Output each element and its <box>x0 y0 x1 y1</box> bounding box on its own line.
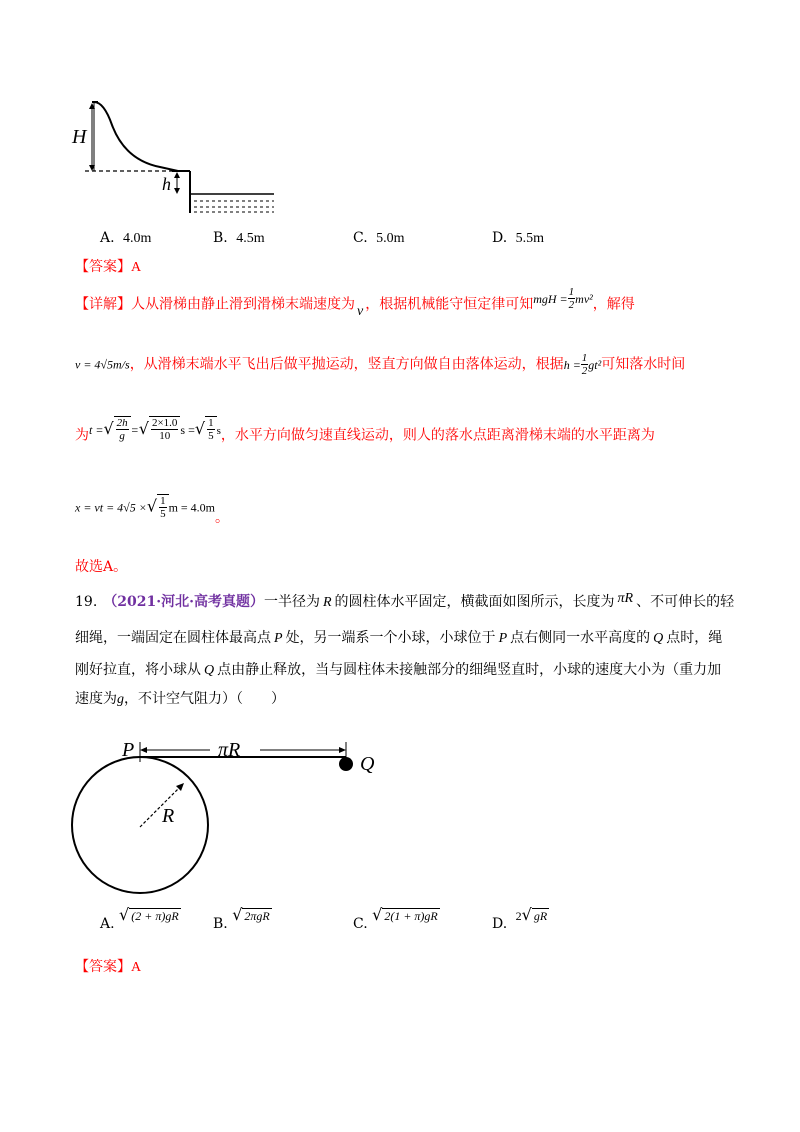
question-text: 一半径为 <box>263 594 320 610</box>
option-value: 5.5m <box>515 231 545 246</box>
var-Q: Q <box>653 631 664 646</box>
eq-rhs: mv² <box>575 291 593 306</box>
eq-unit: s = <box>180 422 195 437</box>
answer-tag: 【答案】 <box>75 959 131 975</box>
var-g: g <box>117 692 124 707</box>
option-letter: C. <box>353 230 368 246</box>
detail-text: ，从滑梯末端水平飞出后做平抛运动，竖直方向做自由落体运动，根据 <box>129 356 564 373</box>
label-H: H <box>72 126 87 148</box>
frac-num: 2h <box>116 417 128 429</box>
var-piR: πR <box>617 591 634 606</box>
option-letter: C. <box>353 916 368 932</box>
fraction <box>151 417 178 442</box>
var-R: R <box>322 595 332 610</box>
fall-equation <box>563 352 602 377</box>
velocity-result: v = 4√5m/s <box>75 357 130 372</box>
frac-num: 2×1.0 <box>151 417 178 429</box>
period: 。 <box>215 509 230 526</box>
question-text: 点时，绳 <box>666 630 723 646</box>
fraction <box>116 417 129 442</box>
q18-option-b <box>213 230 265 247</box>
frac-num: 1 <box>208 417 214 429</box>
question-text: 点右侧同一水平高度的 <box>510 630 651 646</box>
detail-text: 为 <box>75 427 89 444</box>
var-P: P <box>498 631 508 646</box>
eq-mid: = <box>130 422 139 437</box>
question-text: 点由静止释放，当与圆柱体未接触部分的细绳竖直时，小球的速度大小为（重力加 <box>217 662 722 678</box>
option-letter: B. <box>213 916 228 932</box>
detail-text: 可知落水时间 <box>601 356 686 373</box>
q19-option-b: B. √ 2πgR <box>213 905 270 932</box>
detail-text: 人从滑梯由静止滑到滑梯末端速度为 <box>131 296 355 313</box>
option-value: 2πgR <box>244 909 270 923</box>
q19-option-d: D. 2√ gR <box>492 905 548 932</box>
frac-den: 2 <box>568 299 575 311</box>
option-value: 2(1 + π)gR <box>384 909 438 923</box>
q18-option-d <box>492 230 544 247</box>
q19-line-4 <box>75 689 285 710</box>
question-source: （2021·河北·高考真题） <box>103 594 264 610</box>
option-value: 5.0m <box>376 231 405 246</box>
frac-num: 1 <box>581 352 588 364</box>
label-Q: Q <box>360 753 375 775</box>
question-text: 处，另一端系一个小球，小球位于 <box>285 630 496 646</box>
cylinder-diagram <box>60 730 390 900</box>
detail-tag: 【详解】 <box>75 296 131 313</box>
q18-option-c <box>353 230 405 247</box>
frac-den: 5 <box>160 508 166 520</box>
answer-tag: 【答案】 <box>75 259 131 275</box>
eq-lhs: h = <box>563 357 581 372</box>
q18-option-a <box>100 230 151 247</box>
var-v: v <box>357 303 364 319</box>
eq-rhs: m = 4.0m <box>168 500 216 515</box>
q19-line-3 <box>75 660 721 681</box>
option-letter: A. <box>100 230 115 246</box>
detail-line-1 <box>75 286 635 319</box>
question-text: 刚好拉直，将小球从 <box>75 662 201 678</box>
frac-den: g <box>119 430 125 442</box>
question-text: ，不计空气阻力）（ ） <box>124 691 285 707</box>
label-R: R <box>162 805 175 827</box>
label-P: P <box>122 739 135 761</box>
var-Q: Q <box>204 663 215 678</box>
option-value: 4.5m <box>236 231 265 246</box>
answer-value: A <box>131 960 142 975</box>
cylinder-circle <box>72 757 208 893</box>
frac-den: 2 <box>581 365 588 377</box>
q19-line-2 <box>75 628 722 649</box>
conclusion: 故选A。 <box>75 559 128 575</box>
eq-rhs: gt² <box>588 357 602 372</box>
option-letter: B. <box>213 230 228 246</box>
detail-line-4: x = vt = 4√5 ×√ $\frac{1}{5}$ m = 4.0m。 <box>75 495 230 526</box>
question-text: 细绳，一端固定在圆柱体最高点 <box>75 630 271 646</box>
q19-line-1 <box>75 592 734 613</box>
time-equation: t =√ $\frac{2h}{g}$ =√ $\frac{2\times 1.0}{10}$ s =√ $\frac{1}{5}$ s <box>89 417 221 442</box>
question-text: 的圆柱体水平固定，横截面如图所示，长度为 <box>334 594 615 610</box>
slide-diagram <box>70 95 280 225</box>
question-number: 19. <box>75 594 98 610</box>
detail-text: ，解得 <box>592 296 635 313</box>
option-coef: 2 <box>515 909 522 923</box>
option-letter: D. <box>492 916 508 932</box>
energy-equation <box>533 286 593 311</box>
eq-lhs: mgH = <box>533 291 568 306</box>
frac-den: 5 <box>208 430 214 442</box>
fraction <box>207 417 215 442</box>
detail-line-2 <box>75 352 685 377</box>
eq-unit: s <box>216 424 221 437</box>
q19-option-c: C. √ 2(1 + π)gR <box>353 905 438 932</box>
question-text: 、不可伸长的轻 <box>636 594 735 610</box>
option-value: 4.0m <box>123 231 152 246</box>
eq-lhs: t = <box>89 422 104 437</box>
frac-num: 1 <box>160 495 166 507</box>
fraction <box>159 495 167 520</box>
detail-text: ，根据机械能守恒定律可知 <box>365 296 534 313</box>
q19-option-a: A. √ (2 + π)gR <box>100 905 179 932</box>
var-P: P <box>274 631 283 646</box>
frac-den: 10 <box>159 430 171 442</box>
label-h: h <box>162 174 171 194</box>
question-text: 速度为 <box>75 691 117 707</box>
detail-text: ，水平方向做匀速直线运动，则人的落水点距离滑梯末端的水平距离为 <box>220 427 655 444</box>
answer-line-1 <box>75 257 141 278</box>
label-piR: πR <box>218 739 241 761</box>
option-value: (2 + π)gR <box>131 909 179 923</box>
answer-value: A <box>131 260 142 275</box>
detail-line-3 <box>75 417 655 448</box>
option-letter: D. <box>492 230 508 246</box>
eq-lhs: x = vt = 4√5 × <box>75 500 147 515</box>
frac-num: 1 <box>568 286 575 298</box>
option-value: gR <box>533 909 548 923</box>
answer-line-2 <box>75 957 141 978</box>
option-letter: A. <box>100 916 115 932</box>
